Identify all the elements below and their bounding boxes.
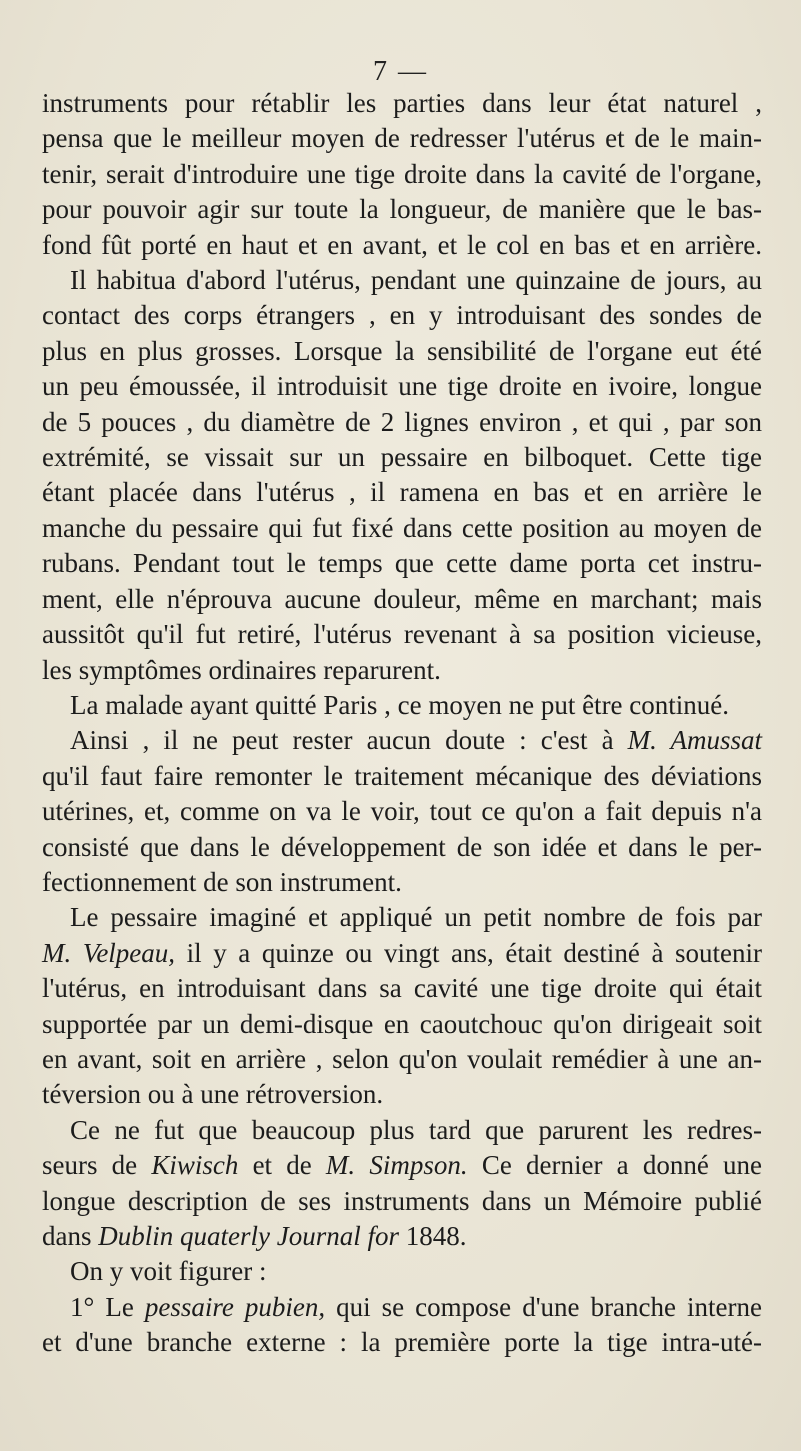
page-number: 7 —: [373, 56, 428, 87]
text-line: On y voit figurer :: [70, 1256, 267, 1287]
text-line: l'utérus, en introduisant dans sa cavité une tige droite qui était: [42, 973, 762, 1004]
person-name: M. Velpeau,: [42, 937, 176, 968]
paragraph-5: [42, 900, 762, 1112]
text-line: supportée par un demi-disque en caoutchouc qu'on dirigeait soit: [42, 1008, 762, 1039]
text-line: les symptômes ordinaires reparurent.: [42, 654, 441, 685]
text-run: Ainsi , il ne peut rester aucun doute : c'est à: [70, 725, 628, 756]
paragraph-4: [42, 723, 762, 900]
text-line: pensa que le meilleur moyen de redresser l'utérus et de le main-: [42, 123, 762, 154]
text-line: plus en plus grosses. Lorsque la sensibilité de l'organe eut été: [42, 335, 762, 366]
text-line: qu'il faut faire remonter le traitement mécanique des déviations: [42, 760, 762, 791]
text-line: et d'une branche externe : la première porte la tige intra-uté-: [42, 1327, 762, 1358]
text-line: tenir, serait d'introduire une tige droite dans la cavité de l'organe,: [42, 158, 762, 189]
text-line: étant placée dans l'utérus , il ramena en bas et en arrière le: [42, 477, 762, 508]
paragraph-6: [42, 1113, 762, 1255]
text-line: Il habitua d'abord l'utérus, pendant une quinzaine de jours, au: [70, 265, 762, 296]
text-run: dans: [42, 1221, 99, 1251]
text-line: Ce ne fut que beaucoup plus tard que parurent les redres-: [70, 1114, 762, 1145]
text-run: 1848.: [398, 1221, 467, 1251]
text-line: téversion ou à une rétroversion.: [42, 1079, 384, 1110]
paragraph-7: [42, 1254, 762, 1289]
paragraph-8: [42, 1290, 762, 1361]
text-line: consisté que dans le développement de son idée et dans le per-: [42, 831, 762, 862]
text-line: extrémité, se vissait sur un pessaire en bilboquet. Cette tige: [42, 442, 762, 473]
text-line: manche du pessaire qui fut fixé dans cette position au moyen de: [42, 512, 762, 543]
text-run: et de: [238, 1150, 326, 1181]
journal-title: Dublin quaterly Journal for: [98, 1221, 399, 1251]
text-line: de 5 pouces , du diamètre de 2 lignes environ , et qui , par son: [42, 406, 762, 437]
text-run: qui se compose d'une branche interne: [325, 1291, 762, 1322]
text-line: en avant, soit en arrière , selon qu'on voulait remédier à une an-: [42, 1043, 762, 1074]
body-text: [42, 86, 762, 1361]
text-line: fond fût porté en haut et en avant, et le col en bas et en arrière.: [42, 229, 762, 260]
text-run: seurs de: [42, 1150, 152, 1181]
text-line: instruments pour rétablir les parties dans leur état naturel ,: [42, 88, 762, 118]
text-line: [42, 1148, 762, 1183]
text-line: [42, 1219, 762, 1254]
text-line: contact des corps étrangers , en y introduisant des sondes de: [42, 300, 762, 331]
text-run: il y a quinze ou vingt ans, était destiné à soutenir: [175, 937, 762, 968]
text-line: pour pouvoir agir sur toute la longueur, de manière que le bas-: [42, 194, 762, 225]
text-line: [42, 723, 762, 758]
text-line: Le pessaire imaginé et appliqué un petit nombre de fois par: [70, 902, 762, 933]
text-run: 1° Le: [70, 1291, 145, 1322]
person-name: M. Amussat: [627, 725, 762, 756]
text-line: rubans. Pendant tout le temps que cette dame porta cet instru-: [42, 548, 762, 579]
text-line: aussitôt qu'il fut retiré, l'utérus revenant à sa position vicieuse,: [42, 619, 762, 650]
person-name: M. Simpson.: [325, 1150, 468, 1181]
paragraph-1: [42, 86, 762, 263]
text-line: [42, 936, 762, 971]
paragraph-2: [42, 263, 762, 688]
term: pessaire pubien,: [144, 1291, 326, 1322]
text-run: Ce dernier a donné une: [467, 1150, 762, 1181]
text-line: ment, elle n'éprouva aucune douleur, même en marchant; mais: [42, 583, 762, 614]
text-line: fectionnement de son instrument.: [42, 866, 402, 897]
text-line: utérines, et, comme on va le voir, tout ce qu'on a fait depuis n'a: [42, 796, 762, 827]
text-line: longue description de ses instruments dans un Mémoire publié: [42, 1185, 762, 1216]
text-line: La malade ayant quitté Paris , ce moyen ne put être continué.: [70, 689, 730, 720]
text-line: [42, 1290, 762, 1325]
paragraph-3: [42, 688, 762, 723]
text-line: un peu émoussée, il introduisit une tige droite en ivoire, longue: [42, 371, 762, 402]
person-name: Kiwisch: [151, 1150, 239, 1181]
